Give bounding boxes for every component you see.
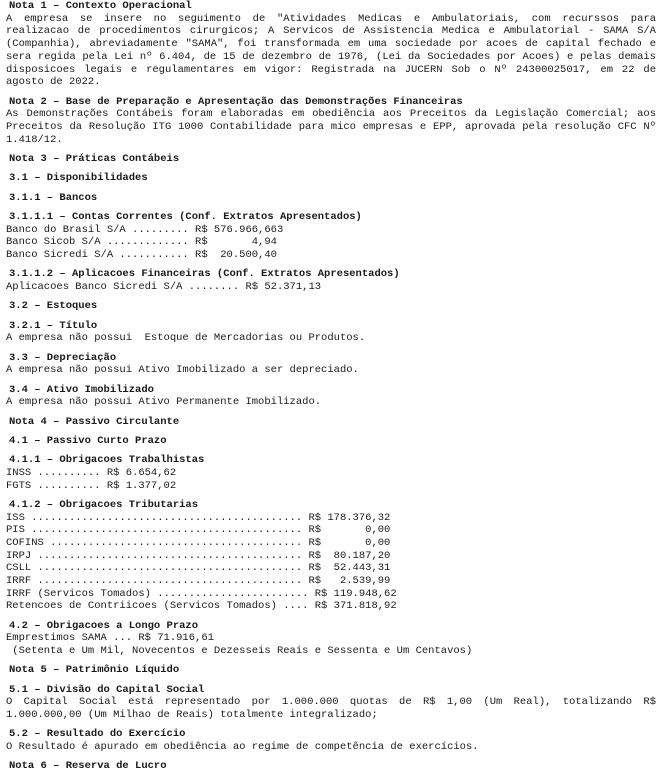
- tax-entry: Retencoes de Contriicoes (Servicos Tomados) .... R$ 371.818,92: [6, 600, 397, 613]
- paragraph-line: 1.418/12.: [6, 133, 63, 146]
- tax-entry: IRRF .......................................... R$ 2.539,99: [6, 575, 391, 588]
- section-4-1-2-heading: 4.1.2 – Obrigacoes Tributarias: [9, 498, 199, 511]
- tax-entry: PIS ........................................... R$ 0,00: [6, 524, 391, 537]
- tax-entry: COFINS ........................................ R$ 0,00: [6, 536, 391, 549]
- tax-entry: ISS ........................................... R$ 178.376,32: [6, 511, 391, 524]
- paragraph-line: sera regida pela Lei nº 6.404, de 15 de dezembro de 1976, (Lei da Sociedades por Acoes) e pelas demais: [6, 50, 656, 63]
- section-3-1-heading: 3.1 – Disponibilidades: [9, 172, 148, 185]
- nota-1-heading: Nota 1 – Contexto Operacional: [9, 0, 192, 12]
- section-4-1-heading: 4.1 – Passivo Curto Prazo: [9, 434, 167, 447]
- tax-entry: IRPJ .......................................... R$ 80.187,20: [6, 549, 391, 562]
- tax-entry: IRRF (Servicos Tomados) ........................ R$ 119.948,62: [6, 587, 397, 600]
- investment-entry: Aplicacoes Banco Sicredi S/A ........ R$ 52.371,13: [6, 280, 322, 293]
- section-4-2-heading: 4.2 – Obrigacoes a Longo Prazo: [9, 619, 199, 632]
- paragraph-line: disposicoes legais e regulamentares em vigor: Registrada na JUCERN Sob o Nº 24300025017, em 22 de: [6, 63, 656, 76]
- labor-entry: INSS .......... R$ 6.654,62: [6, 466, 177, 479]
- section-3-1-1-1-heading: 3.1.1.1 – Contas Correntes (Conf. Extratos Apresentados): [9, 210, 362, 223]
- nota-4-heading: Nota 4 – Passivo Circulante: [9, 415, 180, 428]
- section-text: O Resultado é apurado em obediência ao regime de competência de exercícios.: [6, 741, 479, 754]
- paragraph-line: O Capital Social está representado por 1.000.000 quotas de R$ 1,00 (Um Real), totalizando R$: [6, 696, 656, 709]
- paragraph-line: realizacao de procedimentos cirurgicos; A Servicos de Assistencia Medica e Ambulatorial - SAMA S/A: [6, 25, 656, 38]
- loan-amount-words: (Setenta e Um Mil, Novecentos e Dezesseis Reais e Sessenta e Um Centavos): [6, 645, 473, 658]
- section-3-4-heading: 3.4 – Ativo Imobilizado: [9, 383, 154, 396]
- nota-5-heading: Nota 5 – Patrimônio Líquido: [9, 664, 180, 677]
- section-4-1-1-heading: 4.1.1 – Obrigacoes Trabalhistas: [9, 454, 205, 467]
- nota-2-paragraph: [6, 108, 656, 146]
- section-text: A empresa não possui Ativo Imobilizado a ser depreciado.: [6, 364, 359, 377]
- section-5-2-heading: 5.2 – Resultado do Exercício: [9, 728, 186, 741]
- loan-entry: Emprestimos SAMA ... R$ 71.916,61: [6, 632, 214, 645]
- tax-entry: CSLL .......................................... R$ 52.443,31: [6, 562, 391, 575]
- section-text: A empresa não possui Estoque de Mercadorias ou Produtos.: [6, 332, 366, 345]
- bank-entry: Banco Sicob S/A ............. R$ 4,94: [6, 236, 277, 249]
- section-3-1-1-2-heading: 3.1.1.2 – Aplicacoes Financeiras (Conf. Extratos Apresentados): [9, 268, 400, 281]
- nota-2-heading: Nota 2 – Base de Preparação e Apresentação das Demonstrações Financeiras: [9, 95, 463, 108]
- nota-3-heading: Nota 3 – Práticas Contábeis: [9, 152, 180, 165]
- section-3-2-1-heading: 3.2.1 – Título: [9, 319, 98, 332]
- paragraph-line: (Companhia), abreviadamente "SAMA", foi transformada em uma sociedade por acoes de capital fechado e: [6, 38, 656, 51]
- nota-1-paragraph: [6, 13, 656, 89]
- document-body: [6, 0, 656, 773]
- section-5-1-heading: 5.1 – Divisão do Capital Social: [9, 683, 205, 696]
- paragraph-line: A empresa se insere no seguimento de "Atividades Medicas e Ambulatoriais, com recurssos para: [6, 12, 656, 25]
- paragraph-line: agosto de 2022.: [6, 76, 101, 89]
- section-3-3-heading: 3.3 – Depreciação: [9, 351, 117, 364]
- paragraph-line: Preceitos da Resolução ITG 1000 Contabilidade para mico empresas e EPP, aprovada pela resolução CFC Nº: [6, 120, 656, 133]
- bank-entry: Banco Sicredi S/A ........... R$ 20.500,40: [6, 248, 277, 261]
- section-text: A empresa não possui Ativo Permanente Imobilizado.: [6, 396, 322, 409]
- section-3-1-1-heading: 3.1.1 – Bancos: [9, 191, 98, 204]
- labor-entry: FGTS .......... R$ 1.377,02: [6, 479, 177, 492]
- nota-6-heading: Nota 6 – Reserva de Lucro: [9, 760, 167, 773]
- paragraph-line: 1.000.000,00 (Um Milhao de Reais) totalmente integralizado;: [6, 709, 378, 722]
- bank-entry: Banco do Brasil S/A ......... R$ 576.966,663: [6, 223, 284, 236]
- paragraph-line: As Demonstrações Contábeis foram elaboradas em obediência aos Preceitos da Legislação Comercial; aos: [6, 108, 656, 121]
- section-3-2-heading: 3.2 – Estoques: [9, 300, 98, 313]
